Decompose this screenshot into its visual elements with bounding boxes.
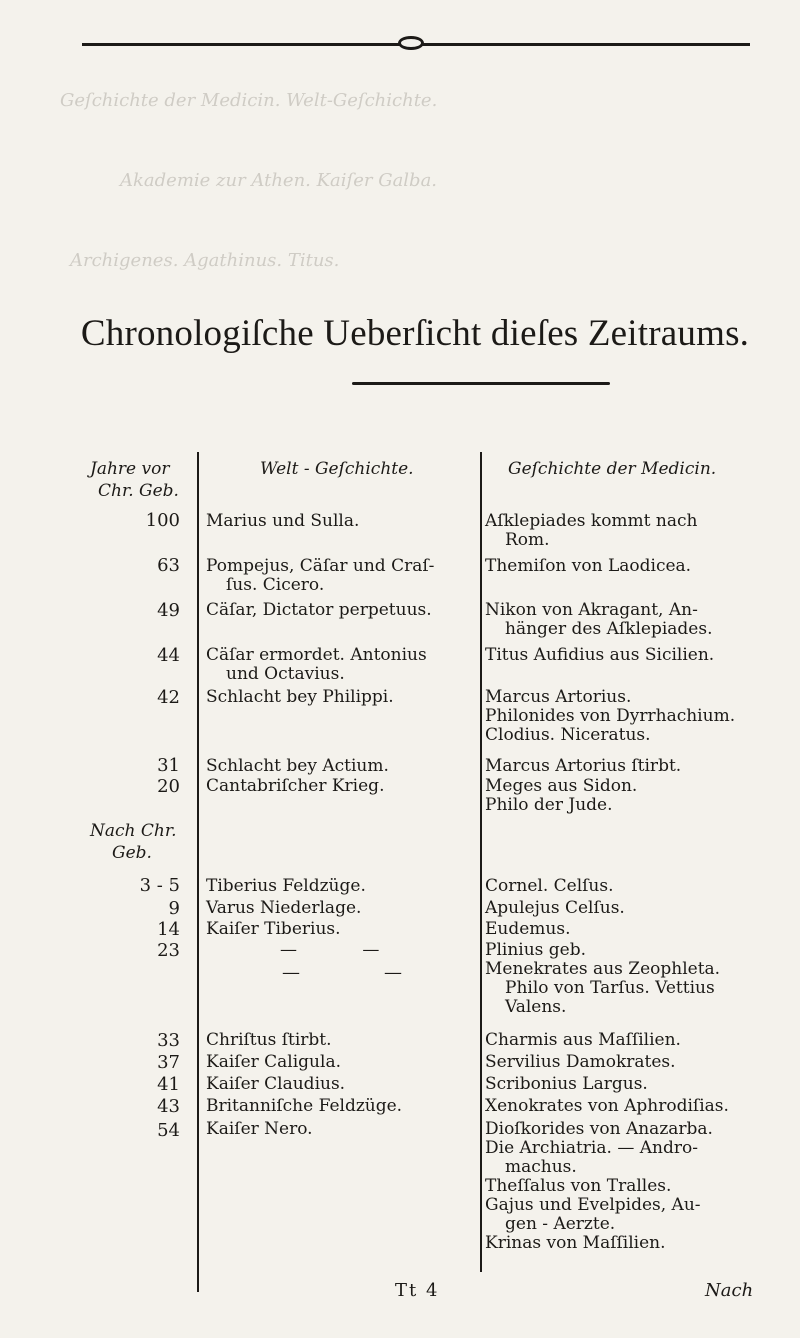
medical-event-line: Charmis aus Maſſilien. xyxy=(485,1030,681,1050)
ditto-dash: — xyxy=(282,962,300,983)
medical-event xyxy=(485,512,753,550)
medical-event xyxy=(485,646,753,665)
world-event-line: Kaiſer Claudius. xyxy=(206,1074,346,1094)
year-cell: 41 xyxy=(157,1074,180,1095)
world-event xyxy=(206,920,474,939)
signature-mark: Tt 4 xyxy=(395,1280,440,1301)
medical-event-line: Philo von Tarſus. Vettius xyxy=(505,978,715,998)
world-event-line: Schlacht bey Actium. xyxy=(206,756,389,776)
medical-event xyxy=(485,920,753,939)
year-cell: 54 xyxy=(157,1120,180,1141)
year-cell: 31 xyxy=(157,755,180,776)
world-event-line: Varus Niederlage. xyxy=(206,898,362,918)
medical-event xyxy=(485,1075,753,1094)
medical-event-line: Plinius geb. xyxy=(485,940,587,960)
medical-event xyxy=(485,1097,753,1116)
medical-event xyxy=(485,601,753,639)
world-event xyxy=(206,1031,474,1050)
world-event xyxy=(206,1120,474,1139)
header-years xyxy=(90,458,190,502)
year-cell: 14 xyxy=(157,919,180,940)
world-event xyxy=(206,1097,474,1116)
world-event-line: Cantabriſcher Krieg. xyxy=(206,776,385,796)
world-event-line: Cäſar ermordet. Antonius xyxy=(206,645,427,665)
year-cell: 3 - 5 xyxy=(139,875,180,896)
world-event-line: Kaiſer Caligula. xyxy=(206,1052,341,1072)
world-event xyxy=(206,646,474,684)
year-cell: 49 xyxy=(157,600,180,621)
medical-event-line: Scribonius Largus. xyxy=(485,1074,648,1094)
medical-event-line: gen - Aerzte. xyxy=(505,1214,616,1234)
medical-event xyxy=(485,557,753,576)
ditto-dash: — xyxy=(384,962,402,983)
world-event-line: Cäſar, Dictator perpetuus. xyxy=(206,600,432,620)
world-event-line: ſus. Cicero. xyxy=(226,575,325,595)
world-event-line: Tiberius Feldzüge. xyxy=(206,876,366,896)
medical-event-line: Themiſon von Laodicea. xyxy=(485,556,692,576)
bleed-through-text: Geſchichte der Medicin. Welt-Geſchichte. xyxy=(60,90,438,111)
world-event xyxy=(206,757,474,776)
year-cell: 43 xyxy=(157,1096,180,1117)
medical-event-line: Gajus und Evelpides, Au- xyxy=(485,1195,701,1215)
medical-event xyxy=(485,899,753,918)
world-event-line: Schlacht bey Philippi. xyxy=(206,687,394,707)
world-event xyxy=(206,601,474,620)
world-event-line: Kaiſer Tiberius. xyxy=(206,919,341,939)
medical-event-line: Clodius. Niceratus. xyxy=(485,725,651,745)
world-event-line: Chriſtus ſtirbt. xyxy=(206,1030,332,1050)
year-cell: 42 xyxy=(157,687,180,708)
catchword: Nach xyxy=(705,1280,754,1301)
column-divider-right xyxy=(480,452,482,1272)
section-heading-ad xyxy=(90,820,190,864)
year-cell: 20 xyxy=(157,776,180,797)
year-cell: 100 xyxy=(145,510,180,531)
medical-event-line: Philonides von Dyrrhachium. xyxy=(485,706,736,726)
medical-event-line: Cornel. Celſus. xyxy=(485,876,614,896)
rule-ornament xyxy=(398,36,424,50)
year-cell: 63 xyxy=(157,555,180,576)
year-cell: 9 xyxy=(168,898,180,919)
medical-event xyxy=(485,1120,753,1253)
page-title: Chronologiſche Ueberſicht dieſes Zeitraums. xyxy=(80,313,750,354)
world-event xyxy=(206,1075,474,1094)
medical-event-line: Eudemus. xyxy=(485,919,571,939)
medical-event-line: Rom. xyxy=(505,530,550,550)
bleed-through-text: Akademie zur Athen. Kaiſer Galba. xyxy=(120,170,438,191)
world-event xyxy=(206,1053,474,1072)
world-event xyxy=(206,777,474,796)
world-event xyxy=(206,688,474,707)
medical-event-line: Die Archiatria. — Andro- xyxy=(485,1138,698,1158)
medical-event-line: Marcus Artorius ſtirbt. xyxy=(485,756,682,776)
medical-event-line: Servilius Damokrates. xyxy=(485,1052,676,1072)
medical-event-line: Philo der Jude. xyxy=(485,795,613,815)
world-event xyxy=(206,512,474,531)
medical-event xyxy=(485,688,753,745)
header-years-line2: Chr. Geb. xyxy=(98,481,179,501)
header-world-history: Welt - Geſchichte. xyxy=(260,459,414,479)
medical-event-line: machus. xyxy=(505,1157,577,1177)
year-cell: 37 xyxy=(157,1052,180,1073)
medical-event-line: Aſklepiades kommt nach xyxy=(485,511,698,531)
medical-event xyxy=(485,757,753,776)
section-heading-ad-line2: Geb. xyxy=(112,843,152,863)
medical-event-line: Marcus Artorius. xyxy=(485,687,632,707)
medical-event xyxy=(485,1031,753,1050)
world-event-ditto xyxy=(280,941,410,960)
medical-event-line: Apulejus Celſus. xyxy=(485,898,625,918)
year-cell: 33 xyxy=(157,1030,180,1051)
medical-event-line: Dioſkorides von Anazarba. xyxy=(485,1119,713,1139)
section-heading-ad-line1: Nach Chr. xyxy=(90,821,177,841)
world-event-line: Marius und Sulla. xyxy=(206,511,360,531)
medical-event xyxy=(485,877,753,896)
medical-event-line: Meges aus Sidon. xyxy=(485,776,638,796)
header-medical-history: Geſchichte der Medicin. xyxy=(508,459,717,479)
medical-event xyxy=(485,777,753,815)
world-event xyxy=(206,899,474,918)
medical-event-line: Nikon von Akragant, An- xyxy=(485,600,698,620)
medical-event-line: Krinas von Maſſilien. xyxy=(485,1233,666,1253)
world-event-line: Kaiſer Nero. xyxy=(206,1119,313,1139)
column-divider-left xyxy=(197,452,199,1292)
medical-event xyxy=(485,1053,753,1072)
world-event-line: Britanniſche Feldzüge. xyxy=(206,1096,403,1116)
world-event-line: und Octavius. xyxy=(226,664,345,684)
header-years-line1: Jahre vor xyxy=(90,459,170,479)
medical-event-line: Titus Aufidius aus Sicilien. xyxy=(485,645,715,665)
medical-event-line: hänger des Aſklepiades. xyxy=(505,619,713,639)
medical-event xyxy=(485,941,753,1017)
world-event-line: — — xyxy=(280,940,410,960)
world-event-line: Pompejus, Cäſar und Craſ- xyxy=(206,556,435,576)
bleed-through-text: Archigenes. Agathinus. Titus. xyxy=(70,250,340,271)
medical-event-line: Menekrates aus Zeophleta. xyxy=(485,959,721,979)
year-cell: 44 xyxy=(157,645,180,666)
title-underline xyxy=(352,382,610,385)
medical-event-line: Theſſalus von Tralles. xyxy=(485,1176,672,1196)
world-event xyxy=(206,557,474,595)
world-event xyxy=(206,877,474,896)
medical-event-line: Xenokrates von Aphrodiſias. xyxy=(485,1096,729,1116)
year-cell: 23 xyxy=(157,940,180,961)
medical-event-line: Valens. xyxy=(505,997,567,1017)
